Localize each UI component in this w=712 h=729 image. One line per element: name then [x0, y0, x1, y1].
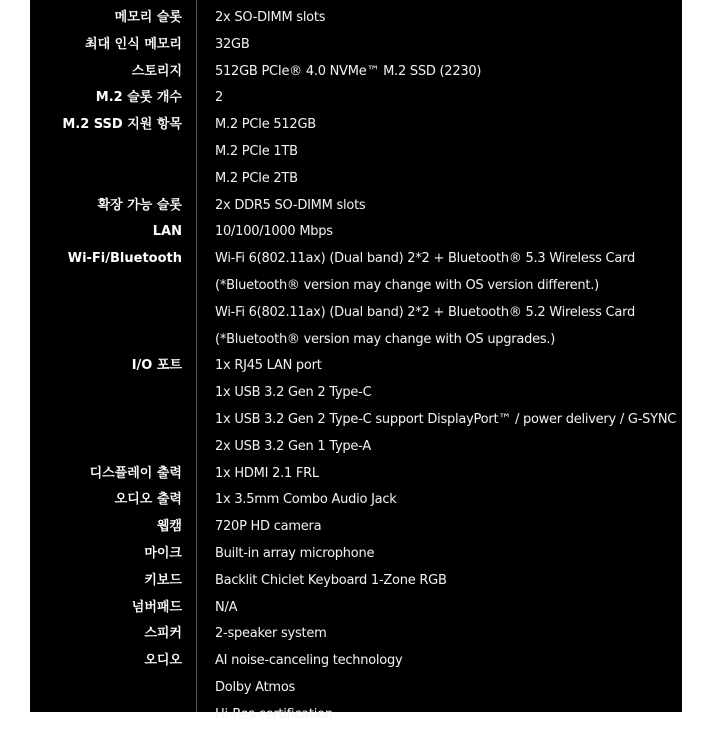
- spec-values: [215, 59, 682, 86]
- spec-values: [215, 219, 682, 246]
- spec-value: Wi-Fi 6(802.11ax) (Dual band) 2*2 + Bluetooth® 5.2 Wireless Card: [215, 304, 635, 320]
- spec-row: [30, 5, 682, 32]
- spec-values: [215, 32, 682, 59]
- spec-value: 1x USB 3.2 Gen 2 Type-C support DisplayPort™ / power delivery / G-SYNC: [215, 411, 677, 427]
- spec-label: 키보드: [144, 572, 182, 588]
- spec-row: [30, 193, 682, 220]
- spec-value: (*Bluetooth® version may change with OS version different.): [215, 277, 599, 293]
- spec-sheet: [30, 0, 682, 722]
- spec-label: 스피커: [144, 626, 182, 642]
- spec-value: Built-in array microphone: [215, 545, 375, 561]
- spec-values: [215, 246, 682, 353]
- spec-value: 1x RJ45 LAN port: [215, 358, 322, 374]
- spec-row: [30, 219, 682, 246]
- spec-value: 1x USB 3.2 Gen 2 Type-C: [215, 385, 372, 401]
- spec-value: Backlit Chiclet Keyboard 1-Zone RGB: [215, 572, 447, 588]
- spec-row: [30, 32, 682, 59]
- spec-value: M.2 PCIe 2TB: [215, 170, 298, 186]
- spec-label: 오디오: [144, 653, 182, 669]
- spec-label: 스토리지: [131, 63, 182, 79]
- spec-row: [30, 461, 682, 488]
- spec-label: LAN: [152, 224, 182, 240]
- spec-values: [215, 353, 682, 460]
- spec-label: Wi-Fi/Bluetooth: [67, 251, 182, 267]
- spec-label: 마이크: [144, 545, 182, 561]
- spec-value: 1x 3.5mm Combo Audio Jack: [215, 492, 397, 508]
- spec-value: 2-speaker system: [215, 626, 327, 642]
- spec-row: [30, 59, 682, 86]
- spec-value: 2x DDR5 SO-DIMM slots: [215, 197, 366, 213]
- spec-row: [30, 648, 682, 728]
- spec-values: [215, 487, 682, 514]
- spec-value: 1x HDMI 2.1 FRL: [215, 465, 319, 481]
- spec-row: [30, 595, 682, 622]
- spec-list: [30, 5, 682, 729]
- spec-row: [30, 487, 682, 514]
- spec-row: [30, 246, 682, 353]
- spec-values: [215, 193, 682, 220]
- spec-row: [30, 541, 682, 568]
- spec-label: I/O 포트: [131, 358, 182, 374]
- spec-row: [30, 568, 682, 595]
- spec-row: [30, 112, 682, 192]
- spec-values: [215, 514, 682, 541]
- spec-value: 2x USB 3.2 Gen 1 Type-A: [215, 438, 371, 454]
- spec-value: 2x SO-DIMM slots: [215, 10, 326, 25]
- spec-values: [215, 648, 682, 728]
- spec-value: Hi-Res certification: [215, 706, 333, 722]
- spec-values: [215, 461, 682, 488]
- spec-label: 확장 가능 슬롯: [97, 197, 182, 213]
- spec-values: [215, 568, 682, 595]
- spec-value: M.2 PCIe 1TB: [215, 143, 298, 159]
- spec-value: N/A: [215, 599, 238, 615]
- spec-value: 2: [215, 90, 224, 106]
- spec-row: [30, 621, 682, 648]
- spec-value: 32GB: [215, 36, 250, 52]
- spec-value: 512GB PCIe® 4.0 NVMe™ M.2 SSD (2230): [215, 63, 482, 79]
- spec-label: 최대 인식 메모리: [85, 36, 182, 52]
- spec-label: 메모리 슬롯: [114, 10, 182, 25]
- spec-values: [215, 85, 682, 112]
- spec-values: [215, 621, 682, 648]
- spec-row: [30, 514, 682, 541]
- spec-label: 디스플레이 출력: [89, 465, 182, 481]
- spec-value: AI noise-canceling technology: [215, 653, 403, 669]
- spec-value: 720P HD camera: [215, 519, 322, 535]
- spec-label: M.2 SSD 지원 항목: [62, 117, 182, 133]
- spec-label: M.2 슬롯 개수: [95, 90, 182, 106]
- spec-value: Dolby Atmos: [215, 679, 296, 695]
- spec-values: [215, 541, 682, 568]
- spec-label: 웹캠: [156, 519, 182, 535]
- spec-value: (*Bluetooth® version may change with OS upgrades.): [215, 331, 556, 347]
- spec-row: [30, 85, 682, 112]
- spec-values: [215, 112, 682, 192]
- spec-label: 넘버패드: [131, 599, 182, 615]
- spec-value: 10/100/1000 Mbps: [215, 224, 333, 240]
- spec-label: 오디오 출력: [114, 492, 182, 508]
- spec-values: [215, 5, 682, 32]
- spec-row: [30, 353, 682, 460]
- spec-value: Wi-Fi 6(802.11ax) (Dual band) 2*2 + Bluetooth® 5.3 Wireless Card: [215, 251, 635, 267]
- spec-values: [215, 595, 682, 622]
- spec-value: M.2 PCIe 512GB: [215, 117, 316, 133]
